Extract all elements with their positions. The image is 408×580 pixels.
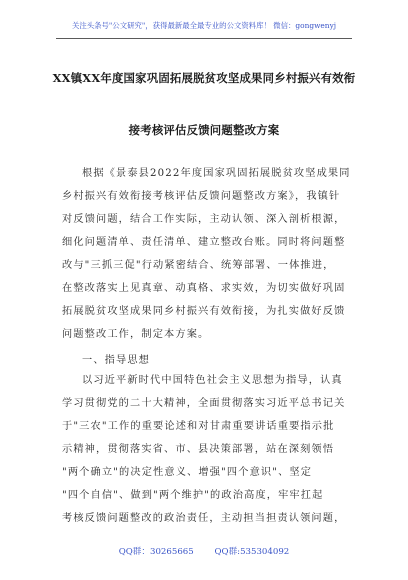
paragraph-2-line-3: 于"三农"工作的重要论述和对甘肃重要讲话重要指示批	[62, 421, 335, 432]
paragraph-1-line-2: 乡村振兴有效衔接考核评估反馈问题整改方案》，我镇针	[62, 191, 341, 202]
paragraph-1-line-1: 根据《景泰县2022年度国家巩固拓展脱贫攻坚成果同	[82, 168, 351, 179]
paragraph-2-line-5: "两个确立"的决定性意义、增强"四个意识"、坚定	[62, 467, 313, 478]
paragraph-2-line-1: 以习近平新时代中国特色社会主义思想为指导，认真	[82, 375, 343, 386]
paragraph-1-line-3: 对反馈问题，结合工作实际，主动认领、深入剖析根源，	[62, 214, 346, 225]
paragraph-1-line-4: 细化问题清单、责任清单、建立整改台账。同时将问题整	[62, 237, 346, 248]
paragraph-1-line-5: 改与"三抓三促"行动紧密结合、统筹部署、一体推进，	[62, 260, 335, 271]
paragraph-2-line-2: 学习贯彻党的二十大精神，全面贯彻落实习近平总书记关	[62, 398, 346, 409]
paragraph-2-line-6: "四个自信"、做到"两个维护"的政治高度，牢牢扛起	[62, 490, 324, 501]
footer-qq-group-1: QQ群：30265665	[118, 547, 194, 557]
document-title-line-2: 接考核评估反馈问题整改方案	[128, 123, 280, 137]
paragraph-2-line-7: 考核反馈问题整改的政治责任，主动担当担责认领问题，	[62, 513, 346, 524]
footer-qq-group-2: QQ群:535304092	[214, 547, 290, 557]
paragraph-1-line-7: 拓展脱贫攻坚成果同乡村振兴有效衔接，为扎实做好反馈	[62, 306, 346, 317]
paragraph-1-line-6: 在整改落实上见真章、动真格、求实效，为切实做好巩固	[62, 283, 346, 294]
document-title-line-1: XX镇XX年度国家巩固拓展脱贫攻坚成果同乡村振兴有效衔	[52, 71, 356, 85]
header-banner: 关注头条号"公文研究"，获得最新最全最专业的公文资料库！ 微信：gongwenyj	[71, 21, 337, 30]
paragraph-1-line-8: 问题整改工作，制定本方案。	[62, 329, 210, 340]
footer-contact	[0, 545, 408, 557]
header-divider	[56, 38, 352, 39]
paragraph-2-line-4: 示精神，贯彻落实省、市、县决策部署，站在深刻领悟	[62, 444, 335, 455]
section-heading-guiding-ideology: 一、指导思想	[82, 355, 151, 366]
